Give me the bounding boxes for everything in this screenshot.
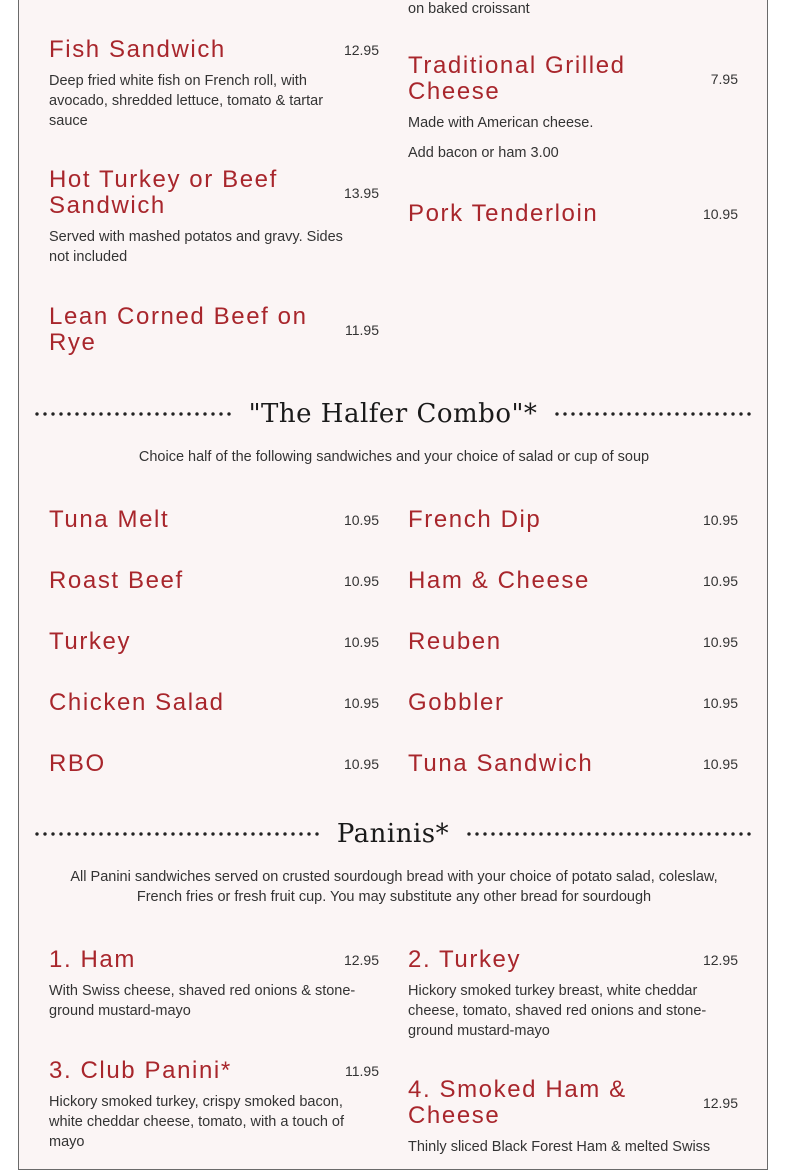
menu-item-price: 10.95 [343,634,379,650]
menu-item-name: RBO [49,750,106,777]
menu-item-price: 12.95 [343,952,379,968]
menu-item-panini-turkey [408,947,738,1041]
menu-item-french-dip [408,507,738,533]
section-heading: "The Halfer Combo"* [248,399,538,429]
menu-item-price: 12.95 [702,1095,738,1111]
menu-item-chicken-salad [49,690,379,716]
menu-item-desc: Made with American cheese. [408,115,594,131]
menu-item-name: Ham & Cheese [408,567,590,594]
menu-item-price: 7.95 [710,71,738,87]
menu-item-name: Traditional Grilled Cheese [408,52,626,105]
menu-item-name: 4. Smoked Ham & Cheese [408,1076,627,1129]
menu-item-corned-beef [49,304,379,356]
section-title-halfer [33,399,753,429]
section-title-paninis [33,819,753,849]
croissant-desc-tail [408,0,738,19]
menu-item-pork-tenderloin [408,201,738,227]
menu-item-tuna-melt [49,507,379,533]
menu-item-name: Fish Sandwich [49,36,226,63]
menu-item-price: 10.95 [702,634,738,650]
menu-item-name: Hot Turkey or Beef Sandwich [49,166,278,219]
menu-item-name: Turkey [49,628,132,655]
section-subtitle: All Panini sandwiches served on crusted sourdough bread with your choice of potato salad, coleslaw, French fries or fresh fruit cup. You may substitute any other bread for sourdough [70,869,718,905]
dotted-divider [553,411,753,417]
dotted-divider [465,831,753,837]
menu-item-gobbler [408,690,738,716]
menu-item-ham-cheese [408,568,738,594]
menu-item-price: 10.95 [343,573,379,589]
menu-item-rbo [49,751,379,777]
menu-item-price: 10.95 [702,756,738,772]
menu-item-hot-turkey [49,167,379,267]
menu-item-price: 11.95 [345,322,379,338]
menu-item-grilled-cheese [408,53,738,163]
menu-item-name: Chicken Salad [49,689,225,716]
menu-item-desc: Thinly sliced Black Forest Ham & melted Swiss [408,1139,711,1155]
menu-item-name: Tuna Melt [49,506,170,533]
menu-item-name: French Dip [408,506,542,533]
menu-item-desc: With Swiss cheese, shaved red onions & stone-ground mustard-mayo [49,983,356,1019]
menu-item-name: Reuben [408,628,502,655]
menu-item-extra: Add bacon or ham 3.00 [408,145,559,161]
section-subtitle: Choice half of the following sandwiches and your choice of salad or cup of soup [138,449,650,465]
dotted-divider [33,411,233,417]
menu-item-name: Gobbler [408,689,505,716]
menu-item-price: 10.95 [343,695,379,711]
menu-item-fish-sandwich [49,37,379,131]
menu-item-price: 10.95 [702,206,738,222]
menu-item-name: 2. Turkey [408,946,522,973]
menu-item-desc: Served with mashed potatos and gravy. Sides not included [49,229,343,265]
menu-item-panini-club [49,1058,379,1152]
menu-item-price: 10.95 [343,512,379,528]
menu-item-name: Lean Corned Beef on Rye [49,303,308,356]
menu-item-reuben [408,629,738,655]
menu-item-desc: Hickory smoked turkey breast, white cheddar cheese, tomato, shaved red onions and stone-ground mustard-mayo [408,983,707,1039]
dotted-divider [33,831,321,837]
menu-item-price: 12.95 [343,42,379,58]
menu-page [18,0,768,1170]
section-heading: Paninis* [336,819,450,849]
menu-item-desc: Hickory smoked turkey, crispy smoked bacon, white cheddar cheese, tomato, with a touch of mayo [49,1094,345,1150]
menu-item-desc: on baked croissant [408,1,530,17]
menu-item-price: 10.95 [702,573,738,589]
menu-item-price: 13.95 [343,185,379,201]
menu-item-name: 1. Ham [49,946,136,973]
menu-item-turkey [49,629,379,655]
menu-item-name: Pork Tenderloin [408,200,599,227]
menu-item-price: 11.95 [345,1063,379,1079]
menu-item-tuna-sandwich [408,751,738,777]
menu-item-price: 10.95 [702,512,738,528]
menu-item-price: 12.95 [702,952,738,968]
menu-item-price: 10.95 [343,756,379,772]
menu-item-desc: Deep fried white fish on French roll, with avocado, shredded lettuce, tomato & tartar sauce [49,73,324,129]
menu-item-name: Tuna Sandwich [408,750,594,777]
menu-item-roast-beef [49,568,379,594]
menu-item-price: 10.95 [702,695,738,711]
menu-item-panini-ham [49,947,379,1021]
menu-item-name: Roast Beef [49,567,184,594]
menu-item-name: 3. Club Panini* [49,1057,232,1084]
menu-item-panini-smoked-ham [408,1077,738,1157]
